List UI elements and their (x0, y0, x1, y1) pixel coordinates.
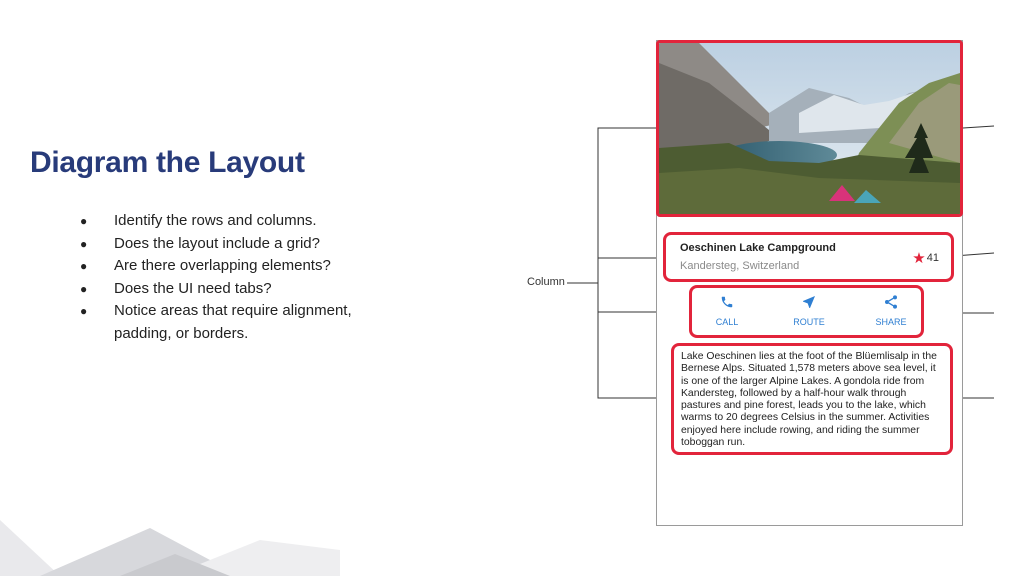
bullet-dot: ● (80, 236, 88, 251)
rating[interactable] (912, 249, 939, 267)
call-label: CALL (715, 317, 739, 327)
action-row (689, 285, 924, 338)
star-icon: ★ (912, 250, 926, 267)
navigation-arrow-icon (774, 294, 844, 312)
rating-count: 41 (926, 252, 939, 264)
route-button[interactable] (774, 294, 844, 327)
bullet-dot: ● (80, 259, 88, 273)
bullet-text: Are there overlapping elements? (114, 257, 331, 274)
phone-icon (692, 294, 762, 312)
bullet-text: Does the UI need tabs? (114, 279, 272, 297)
bullet-dot: ● (80, 281, 88, 296)
bullet-text: Notice areas that require alignment, padding, or borders. (114, 302, 352, 342)
call-button[interactable] (692, 294, 762, 327)
bullet-text: Does the layout include a grid? (114, 234, 320, 252)
column-label: Column (527, 276, 565, 288)
share-label: SHARE (875, 317, 907, 327)
bullet-dot: ● (80, 214, 88, 228)
share-button[interactable] (856, 294, 926, 327)
slide-title: Diagram the Layout (30, 146, 305, 179)
campground-location: Kandersteg, Switzerland (680, 260, 800, 272)
description-text: Lake Oeschinen lies at the foot of the Blüemlisalp in the Bernese Alps. Situated 1,578 meters above sea level, it is one of the larger Alpine Lakes. A gondola ride from Kandersteg, followed by a half-hour walk through pastures and pine forest, leads you to the lake, which warms to 20 degrees Celsius in the summer. Activities enjoyed here include rowing, and riding the summer toboggan run. (681, 351, 937, 449)
route-label: ROUTE (793, 317, 825, 327)
title-row (663, 232, 954, 282)
bullet-text: Identify the rows and columns. (114, 212, 317, 229)
bullet-dot: ● (80, 304, 88, 318)
description-box (671, 343, 953, 455)
share-icon (856, 294, 926, 312)
campground-title: Oeschinen Lake Campground (680, 242, 836, 254)
hero-image (656, 40, 963, 217)
